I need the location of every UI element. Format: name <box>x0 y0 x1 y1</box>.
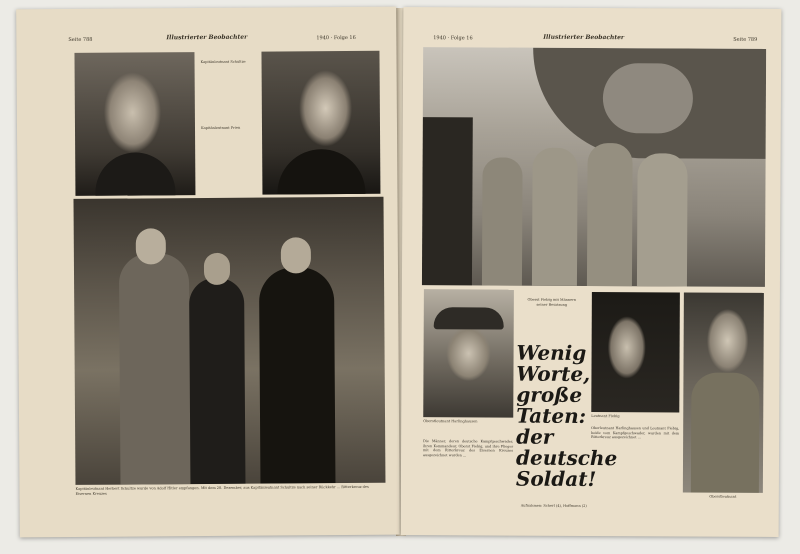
headline-line-6: deutsche <box>515 445 618 471</box>
caption-bottom: Kapitänleutnant Herbert Schultze wurde von Adolf Hitler empfangen. Mit dem 28. Dezember, aus Kapitänleutnant Schultze nach seiner Rückkehr ... Ritterkreuz des Eisernen Kreuzes <box>75 484 369 496</box>
headline-line-4: Taten: <box>516 403 587 428</box>
headline-line-5: der <box>516 424 554 449</box>
portrait-schultze <box>74 52 195 196</box>
caption-left-portrait: Oberstleutnant Harlinghausen <box>423 419 478 424</box>
caption-top-left: Kapitänleutnant Schultze <box>200 59 246 65</box>
right-magazine-title: Illustrierter Beobachter <box>543 33 625 42</box>
portrait-harlinghausen <box>423 289 514 417</box>
left-page-number: Seite 788 <box>68 36 93 43</box>
headline-line-1: Wenig <box>516 340 587 365</box>
right-page-number: Seite 789 <box>733 36 758 43</box>
portrait-oberstleutnant <box>683 292 764 492</box>
left-page <box>16 7 400 538</box>
caption-right-portrait: Oberstleutnant <box>709 494 737 499</box>
headline-line-3: große <box>516 382 583 407</box>
portrait-fiebig <box>591 292 680 412</box>
headline-line-7: Soldat! <box>515 466 597 492</box>
headline-line-2: Worte, <box>516 361 591 386</box>
body-text-right: Oberleutnant Harlinghausen und Leutnant Fiebig, beide vom Kampfgeschwader, wurden mit dem Ritterkreuz ausgezeichnet ... <box>591 426 680 440</box>
photo-credits: Aufnahmen: Scherl (4), Hoffmann (2) <box>520 503 587 508</box>
body-text-left: Die Männer, deren deutsche Kampfgeschwader, ihren Kommandeur, Oberst Fiebig, und ihre Flieger mit dem Ritterkreuz des Eisernen Kreuzes ausgezeichnet wurden ... <box>423 439 514 458</box>
right-issue-label: 1940 · Folge 16 <box>433 35 473 42</box>
right-page <box>401 7 782 537</box>
left-issue-label: 1940 · Folge 16 <box>316 34 356 42</box>
caption-top-right: Kapitänleutnant Prien <box>200 125 241 131</box>
left-magazine-title: Illustrierter Beobachter <box>166 33 248 42</box>
portrait-prien <box>261 51 380 195</box>
caption-middle: Oberst Fiebig mit Männern seiner Besatzung <box>527 297 577 307</box>
photo-aircrew <box>422 47 766 287</box>
caption-middle-portrait: Leutnant Fiebig <box>591 414 620 419</box>
photo-reception <box>73 197 385 485</box>
